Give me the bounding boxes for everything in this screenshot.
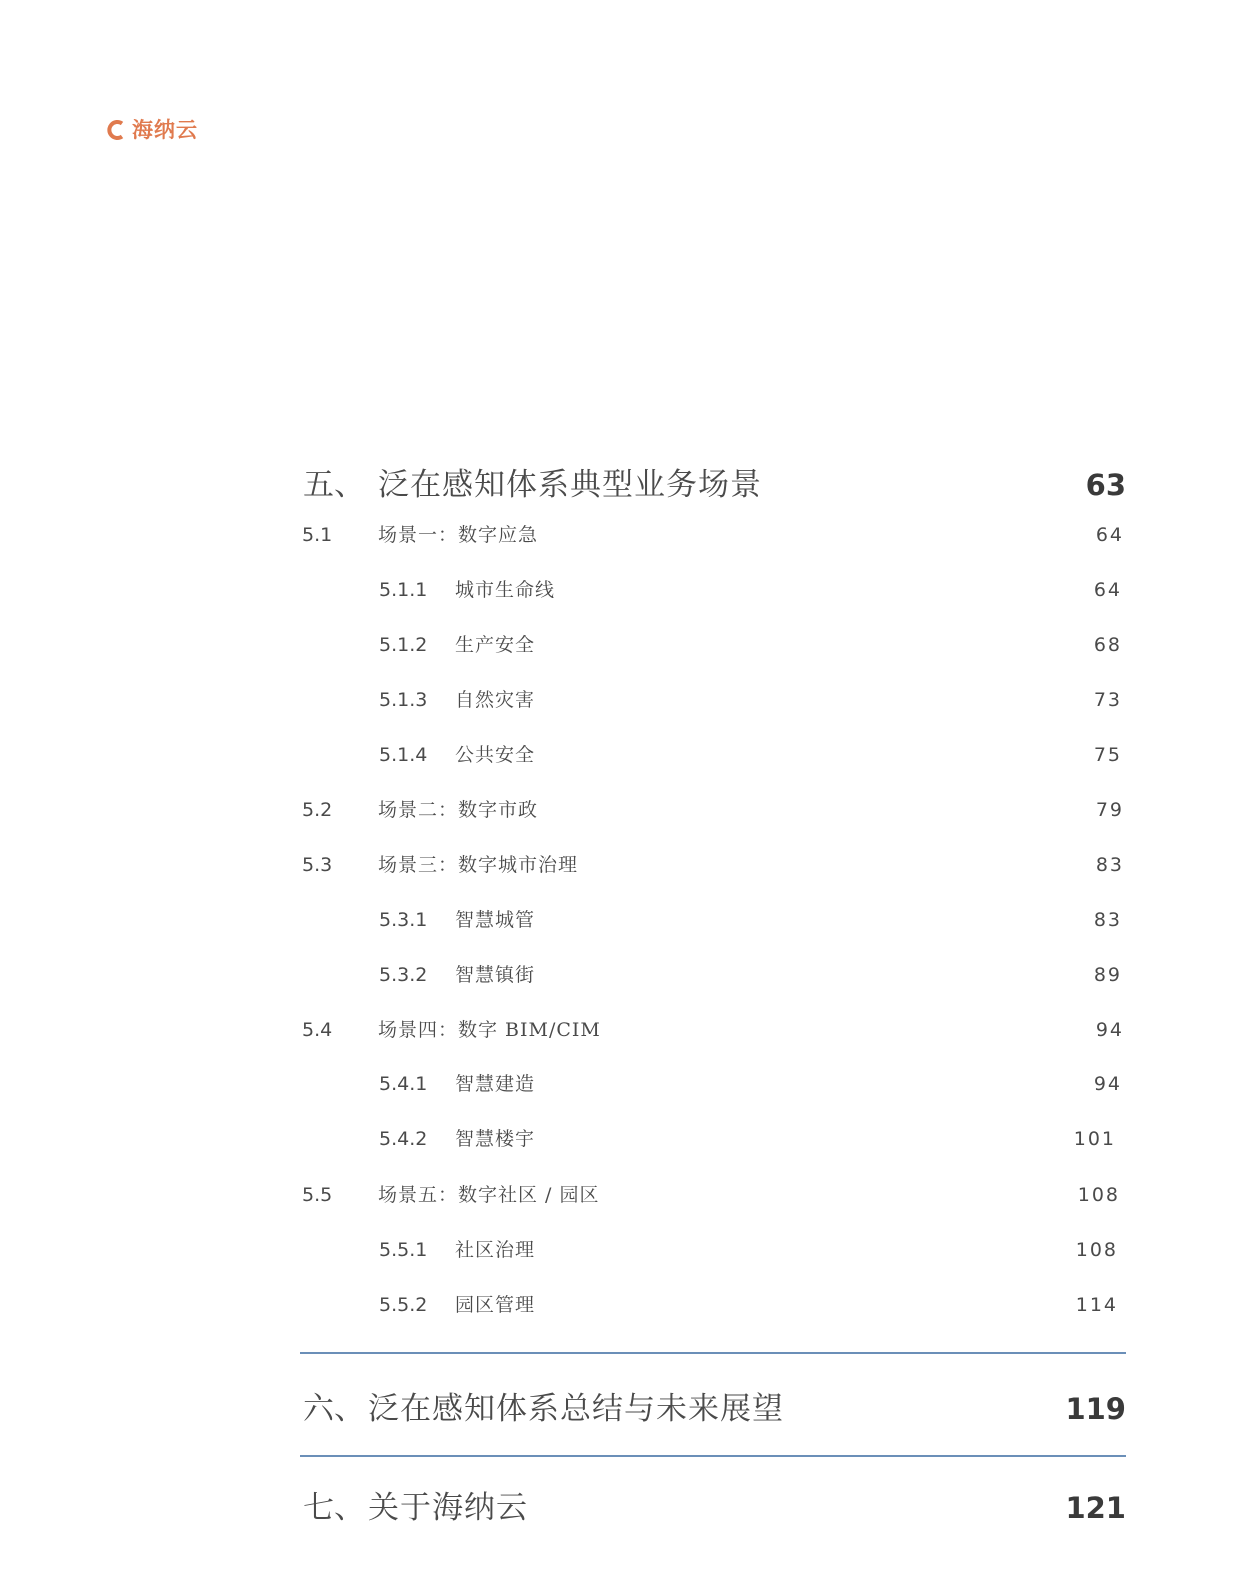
toc-page-number: 94 (1093, 1073, 1122, 1095)
toc-chapter-number: 五、 (303, 467, 365, 503)
toc-section-number: 5.2 (302, 799, 333, 821)
toc-section-number: 5.4 (302, 1019, 333, 1041)
toc-subsection-title: 生产安全 (455, 634, 536, 656)
toc-page-number: 73 (1093, 689, 1122, 711)
toc-subsection-number: 5.3.2 (379, 964, 428, 986)
toc-subsection-5-4-2[interactable] (0, 1128, 1254, 1168)
toc-page-number: 108 (1077, 1184, 1120, 1206)
toc-page-number: 121 (1065, 1491, 1126, 1525)
toc-subsection-number: 5.3.1 (379, 909, 428, 931)
toc-subsection-5-1-3[interactable] (0, 689, 1254, 729)
toc-section-title: 场景一：数字应急 (378, 524, 539, 546)
toc-page-number: 119 (1065, 1392, 1126, 1426)
toc-subsection-number: 5.1.4 (379, 744, 428, 766)
toc-section-5-2[interactable] (0, 799, 1254, 839)
toc-subsection-title: 城市生命线 (455, 579, 556, 601)
toc-page-number: 63 (1085, 468, 1126, 502)
toc-page-number: 64 (1093, 579, 1122, 601)
toc-page-number: 75 (1093, 744, 1122, 766)
toc-section-number: 5.5 (302, 1184, 333, 1206)
toc-section-number: 5.3 (302, 854, 333, 876)
toc-subsection-5-1-2[interactable] (0, 634, 1254, 674)
toc-page-number: 101 (1073, 1128, 1116, 1150)
toc-page-number: 94 (1095, 1019, 1124, 1041)
toc-chapter-title: 关于海纳云 (368, 1490, 528, 1526)
toc-subsection-5-1-4[interactable] (0, 744, 1254, 784)
toc-subsection-title: 智慧镇街 (455, 964, 536, 986)
brand-name: 海纳云 (132, 117, 198, 142)
toc-section-title: 场景四：数字 BIM/CIM (378, 1019, 601, 1041)
toc-page-number: 89 (1093, 964, 1122, 986)
toc-chapter-number: 七、 (303, 1490, 365, 1526)
toc-page-number: 114 (1075, 1294, 1118, 1316)
toc-section-5-1[interactable] (0, 524, 1254, 564)
toc-subsection-number: 5.1.1 (379, 579, 428, 601)
toc-subsection-title: 园区管理 (455, 1294, 536, 1316)
toc-subsection-5-1-1[interactable] (0, 579, 1254, 619)
toc-subsection-5-3-1[interactable] (0, 909, 1254, 949)
toc-subsection-5-5-1[interactable] (0, 1239, 1254, 1279)
toc-subsection-title: 智慧楼宇 (455, 1128, 536, 1150)
toc-chapter-title: 泛在感知体系总结与未来展望 (368, 1391, 784, 1427)
toc-subsection-number: 5.4.1 (379, 1073, 428, 1095)
toc-chapter-title: 泛在感知体系典型业务场景 (378, 467, 762, 503)
toc-subsection-number: 5.5.2 (379, 1294, 428, 1316)
toc-chapter-number: 六、 (303, 1391, 365, 1427)
toc-subsection-title: 自然灾害 (455, 689, 536, 711)
toc-section-number: 5.1 (302, 524, 333, 546)
toc-page-number: 79 (1095, 799, 1124, 821)
toc-chapter-7[interactable] (0, 1489, 1254, 1529)
toc-section-title: 场景三：数字城市治理 (378, 854, 579, 876)
toc-subsection-5-5-2[interactable] (0, 1294, 1254, 1334)
toc-subsection-title: 智慧城管 (455, 909, 536, 931)
toc-page-number: 68 (1093, 634, 1122, 656)
toc-subsection-title: 公共安全 (455, 744, 536, 766)
toc-page-number: 83 (1095, 854, 1124, 876)
toc-subsection-number: 5.1.3 (379, 689, 428, 711)
toc-subsection-5-4-1[interactable] (0, 1073, 1254, 1113)
toc-page-number: 108 (1075, 1239, 1118, 1261)
toc-page-number: 64 (1095, 524, 1124, 546)
toc-section-title: 场景二：数字市政 (378, 799, 539, 821)
toc-page-number: 83 (1093, 909, 1122, 931)
toc-section-5-4[interactable] (0, 1019, 1254, 1059)
toc-subsection-number: 5.4.2 (379, 1128, 428, 1150)
toc-divider (300, 1455, 1126, 1457)
toc-divider (300, 1352, 1126, 1354)
toc-subsection-number: 5.5.1 (379, 1239, 428, 1261)
toc-section-title: 场景五：数字社区 / 园区 (378, 1184, 600, 1206)
toc-chapter-6[interactable] (0, 1390, 1254, 1430)
toc-chapter-5[interactable] (0, 466, 1254, 506)
toc-subsection-title: 智慧建造 (455, 1073, 536, 1095)
toc-subsection-number: 5.1.2 (379, 634, 428, 656)
toc-subsection-title: 社区治理 (455, 1239, 536, 1261)
toc-section-5-3[interactable] (0, 854, 1254, 894)
toc-section-5-5[interactable] (0, 1184, 1254, 1224)
toc-subsection-5-3-2[interactable] (0, 964, 1254, 1004)
